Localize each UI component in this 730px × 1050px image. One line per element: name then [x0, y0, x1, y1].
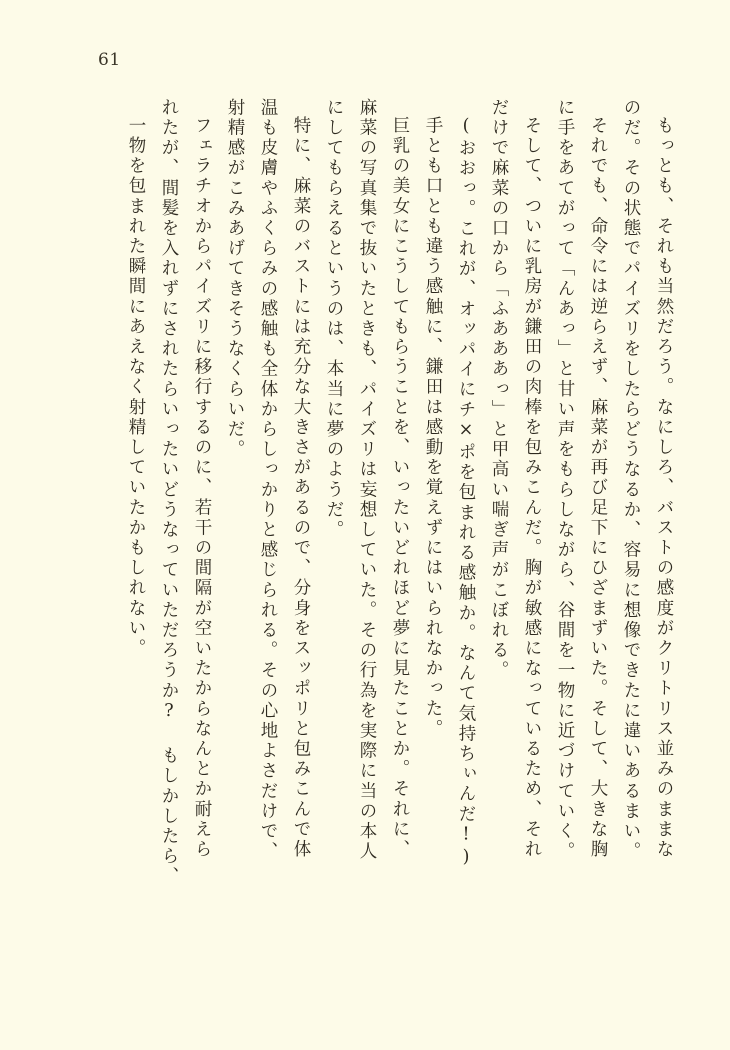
text-column: もっとも、それも当然だろう。なにしろ、バストの感度がクリトリス並みのままな [654, 116, 674, 860]
text-column: 温も皮膚やふくらみの感触も全体からしっかりと感じられる。その心地よさだけで、 [258, 98, 278, 862]
text-column: 麻菜の写真集で抜いたときも、パイズリは妄想していた。その行為を実際に当の本人 [357, 98, 377, 862]
vertical-text-body [62, 98, 672, 1003]
text-column: にしてもらえるというのは、本当に夢のようだ。 [324, 98, 344, 541]
text-column: 手とも口とも違う感触に、鎌田は感動を覚えずにはいられなかった。 [423, 116, 443, 740]
text-column: それでも、命令には逆らえず、麻菜が再び足下にひざまずいた。そして、大きな胸 [588, 116, 608, 860]
text-column: (おおっ。これが、オッパイにチ×ポを包まれる感触か。なんて気持ちぃんだ!) [456, 116, 476, 870]
text-column: 巨乳の美女にこうしてもらうことを、いったいどれほど夢に見たことか。それに、 [390, 116, 410, 860]
text-column: だけで麻菜の口から「ふあああっ」と甲高い喘ぎ声がこぼれる。 [489, 98, 509, 681]
page-number: 61 [98, 50, 121, 70]
text-column: れたが、間髪を入れずにされたらいったいどうなっていただろうか? もしかしたら、 [159, 98, 179, 887]
text-column: そして、ついに乳房が鎌田の肉棒を包みこんだ。胸が敏感になっているため、それ [522, 116, 542, 860]
text-column: 特に、麻菜のバストには充分な大きさがあるので、分身をスッポリと包みこんで体 [291, 116, 311, 860]
text-column: に手をあてがって「んあっ」と甘い声をもらしながら、谷間を一物に近づけていく。 [555, 98, 575, 862]
text-column: 射精感がこみあげてきそうなくらいだ。 [225, 98, 245, 460]
text-column: フェラチオからパイズリに移行するのに、若干の間隔が空いたからなんとか耐えら [192, 116, 212, 860]
text-column: 一物を包まれた瞬間にあえなく射精していたかもしれない。 [126, 116, 146, 659]
text-column: のだ。その状態でパイズリをしたらどうなるか、容易に想像できたに違いあるまい。 [621, 98, 641, 862]
